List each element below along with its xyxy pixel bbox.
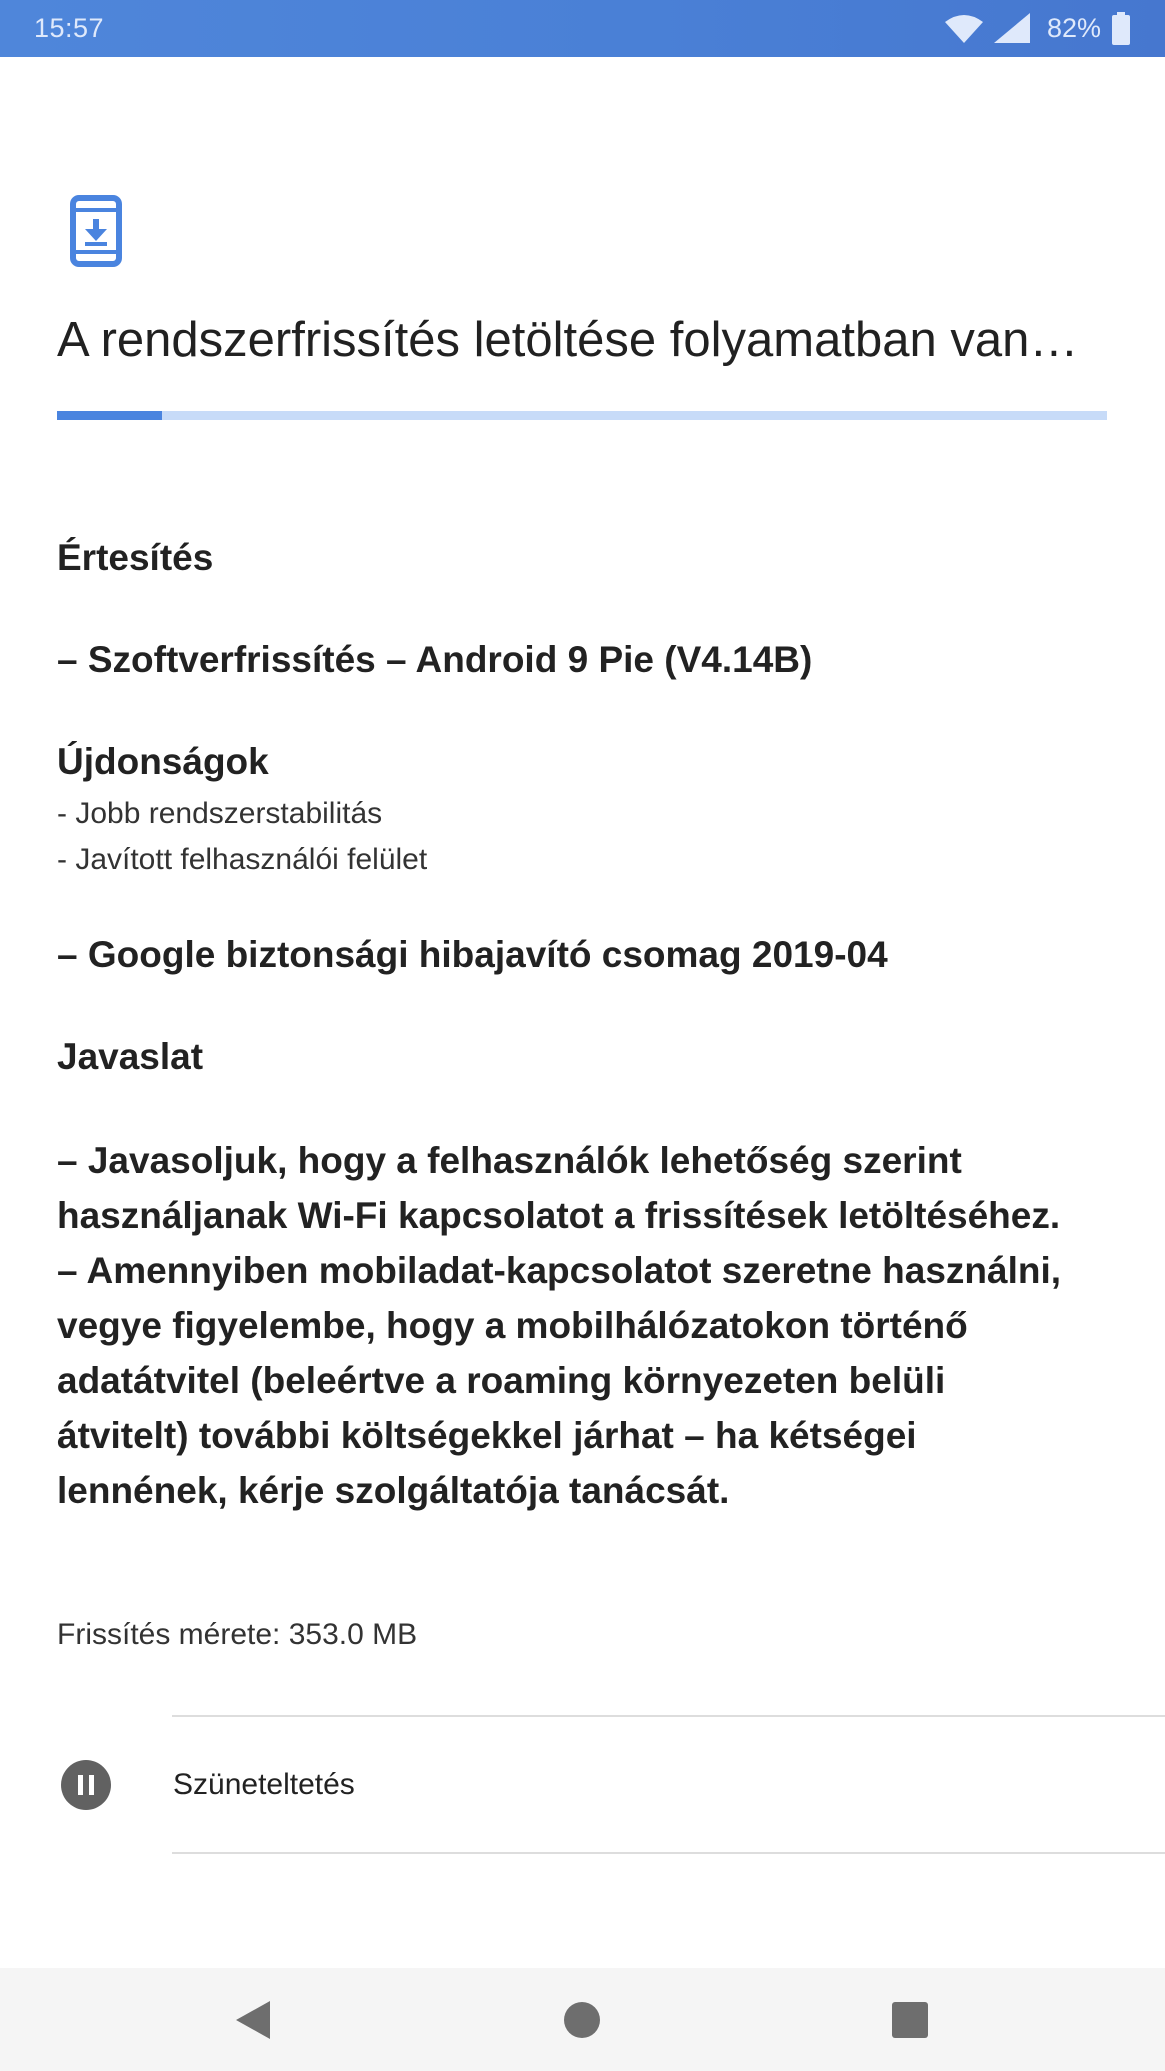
- whats-new-item: - Jobb rendszerstabilitás: [57, 797, 383, 830]
- whats-new-item: - Javított felhasználói felület: [57, 843, 428, 876]
- pause-icon: [61, 1760, 111, 1810]
- home-icon[interactable]: [560, 1998, 604, 2042]
- battery-icon: [1111, 12, 1131, 46]
- back-icon[interactable]: [232, 1998, 276, 2042]
- recommendation-heading: Javaslat: [57, 1036, 204, 1077]
- divider: [172, 1852, 1165, 1854]
- download-progress-bar: [57, 411, 1107, 420]
- recommendation-line: – Javasoljuk, hogy a felhasználók lehetőség szerint: [57, 1140, 962, 1181]
- recommendation-line: – Amennyiben mobiladat-kapcsolatot szeretne használni,: [57, 1250, 1062, 1291]
- whats-new-heading: Újdonságok: [57, 741, 269, 782]
- pause-button[interactable]: [0, 1717, 1165, 1854]
- status-time: 15:57: [34, 13, 105, 43]
- status-bar: [0, 0, 1165, 57]
- system-update-download-icon: [70, 195, 122, 267]
- recommendation-text: [57, 1133, 1137, 1518]
- recents-icon[interactable]: [888, 1998, 932, 2042]
- navigation-bar: [0, 1968, 1165, 2071]
- recommendation-line: átvitelt) további költségekkel járhat – ha kétségei: [57, 1415, 917, 1456]
- battery-percent: 82%: [1047, 13, 1102, 43]
- security-patch-line: – Google biztonsági hibajavító csomag 2019-04: [57, 934, 888, 975]
- recommendation-line: használjanak Wi-Fi kapcsolatot a frissítések letöltéséhez.: [57, 1195, 1061, 1236]
- update-size: Frissítés mérete: 353.0 MB: [57, 1618, 418, 1651]
- recommendation-line: adatátvitel (beleértve a roaming környezeten belüli: [57, 1360, 946, 1401]
- wifi-icon: [944, 14, 984, 44]
- download-progress-fill: [57, 411, 162, 420]
- pause-label: Szüneteltetés: [173, 1768, 355, 1801]
- recommendation-line: vegye figyelembe, hogy a mobilhálózatokon történő: [57, 1305, 968, 1346]
- page-title: A rendszerfrissítés letöltése folyamatban van…: [57, 313, 1079, 367]
- signal-icon: [993, 12, 1031, 44]
- software-update-line: – Szoftverfrissítés – Android 9 Pie (V4.14B): [57, 639, 813, 680]
- notice-heading: Értesítés: [57, 537, 214, 578]
- recommendation-line: lennének, kérje szolgáltatója tanácsát.: [57, 1470, 730, 1511]
